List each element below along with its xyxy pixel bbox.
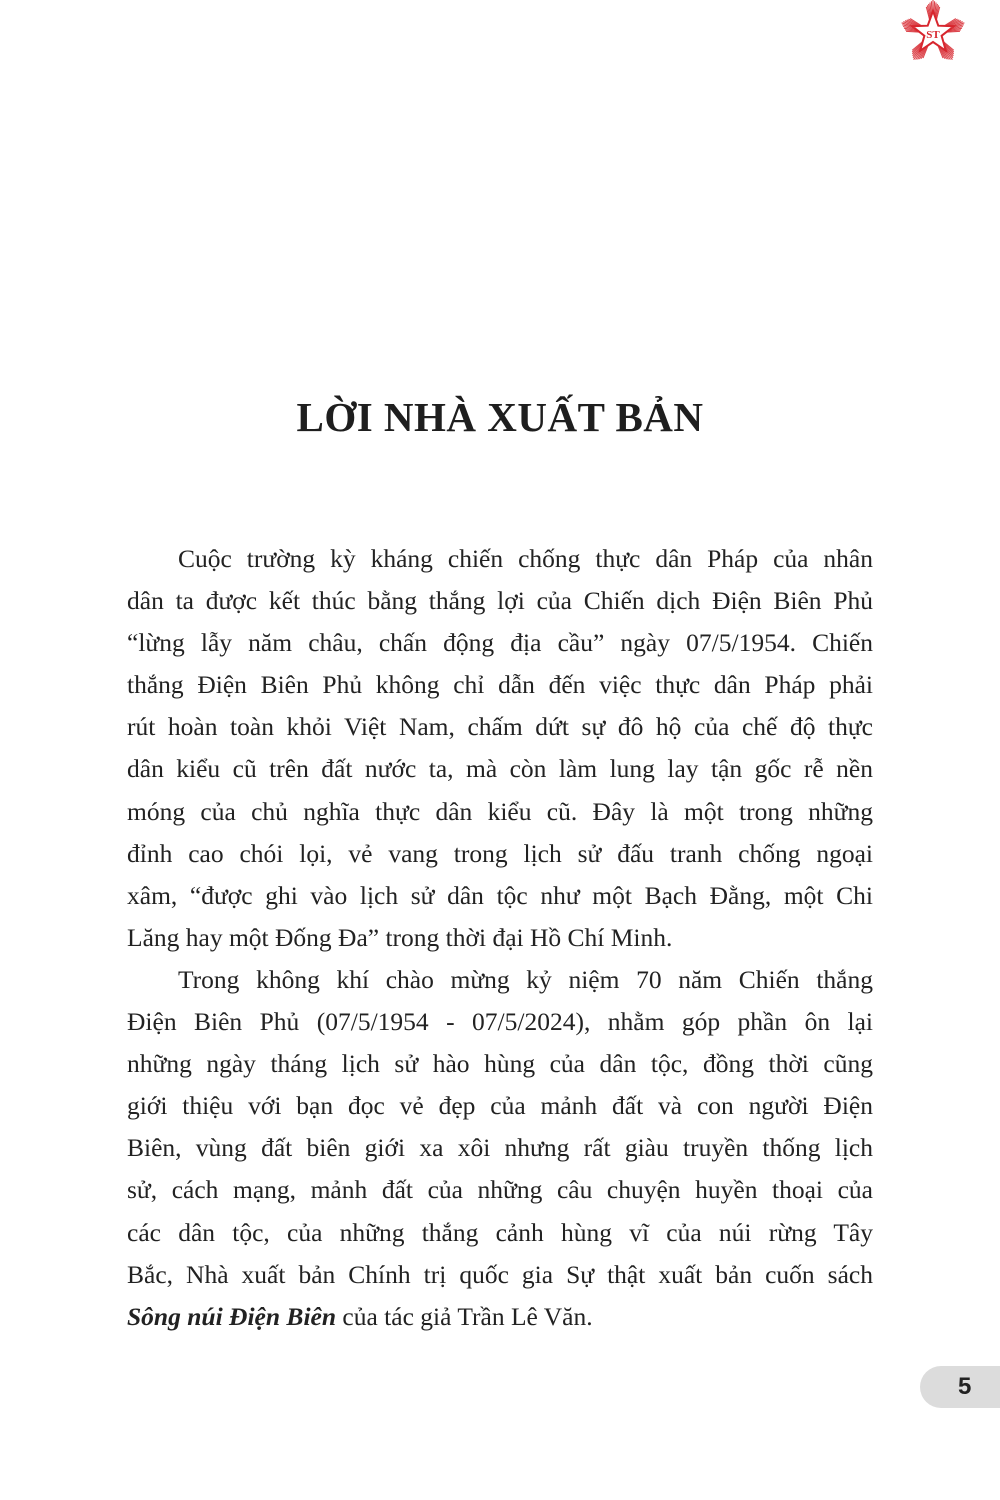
text-line: sử, cách mạng, mảnh đất của những câu chuyện huyền thoại của — [127, 1175, 873, 1205]
text-line: dân ta được kết thúc bằng thắng lợi của Chiến dịch Điện Biên Phủ — [127, 586, 873, 616]
preface-body — [127, 538, 873, 1338]
page-number: 5 — [958, 1373, 972, 1400]
page-title: LỜI NHÀ XUẤT BẢN — [296, 394, 704, 440]
text-line: đỉnh cao chói lọi, vẻ vang trong lịch sử đấu tranh chống ngoại — [127, 838, 873, 868]
text-line: Điện Biên Phủ (07/5/1954 - 07/5/2024), nhằm góp phần ôn lại — [127, 1007, 873, 1037]
text-line: Bắc, Nhà xuất bản Chính trị quốc gia Sự thật xuất bản cuốn sách — [127, 1259, 873, 1289]
text-line: dân kiểu cũ trên đất nước ta, mà còn làm lung lay tận gốc rễ nền — [127, 754, 873, 784]
text-line: các dân tộc, của những thắng cảnh hùng vĩ của núi rừng Tây — [127, 1217, 873, 1247]
book-title: Sông núi Điện Biên — [127, 1301, 337, 1331]
text-line: móng của chủ nghĩa thực dân kiểu cũ. Đây là một trong những — [127, 796, 873, 826]
text-line: “lừng lẫy năm châu, chấn động địa cầu” ngày 07/5/1954. Chiến — [127, 628, 873, 658]
text-line: thắng Điện Biên Phủ không chỉ dẫn đến việc thực dân Pháp phải — [127, 670, 873, 700]
text-line — [127, 1296, 873, 1338]
text-line: những ngày tháng lịch sử hào hùng của dân tộc, đồng thời cũng — [127, 1049, 873, 1079]
text-line: giới thiệu với bạn đọc vẻ đẹp của mảnh đất và con người Điện — [127, 1091, 873, 1121]
publisher-star-logo-icon — [898, 0, 968, 68]
text-line: rút hoàn toàn khỏi Việt Nam, chấm dứt sự đô hộ của chế độ thực — [127, 712, 873, 742]
logo-text: ST — [926, 29, 940, 41]
text-line: Lăng hay một Đống Đa” trong thời đại Hồ Chí Minh. — [127, 922, 673, 952]
text-span: của tác giả Trần Lê Văn. — [336, 1301, 593, 1331]
text-line: Cuộc trường kỳ kháng chiến chống thực dân Pháp của nhân — [178, 544, 873, 573]
text-line: Biên, vùng đất biên giới xa xôi nhưng rất giàu truyền thống lịch — [127, 1133, 873, 1163]
text-line: xâm, “được ghi vào lịch sử dân tộc như một Bạch Đằng, một Chi — [127, 880, 873, 910]
text-line: Trong không khí chào mừng kỷ niệm 70 năm Chiến thắng — [178, 964, 873, 994]
